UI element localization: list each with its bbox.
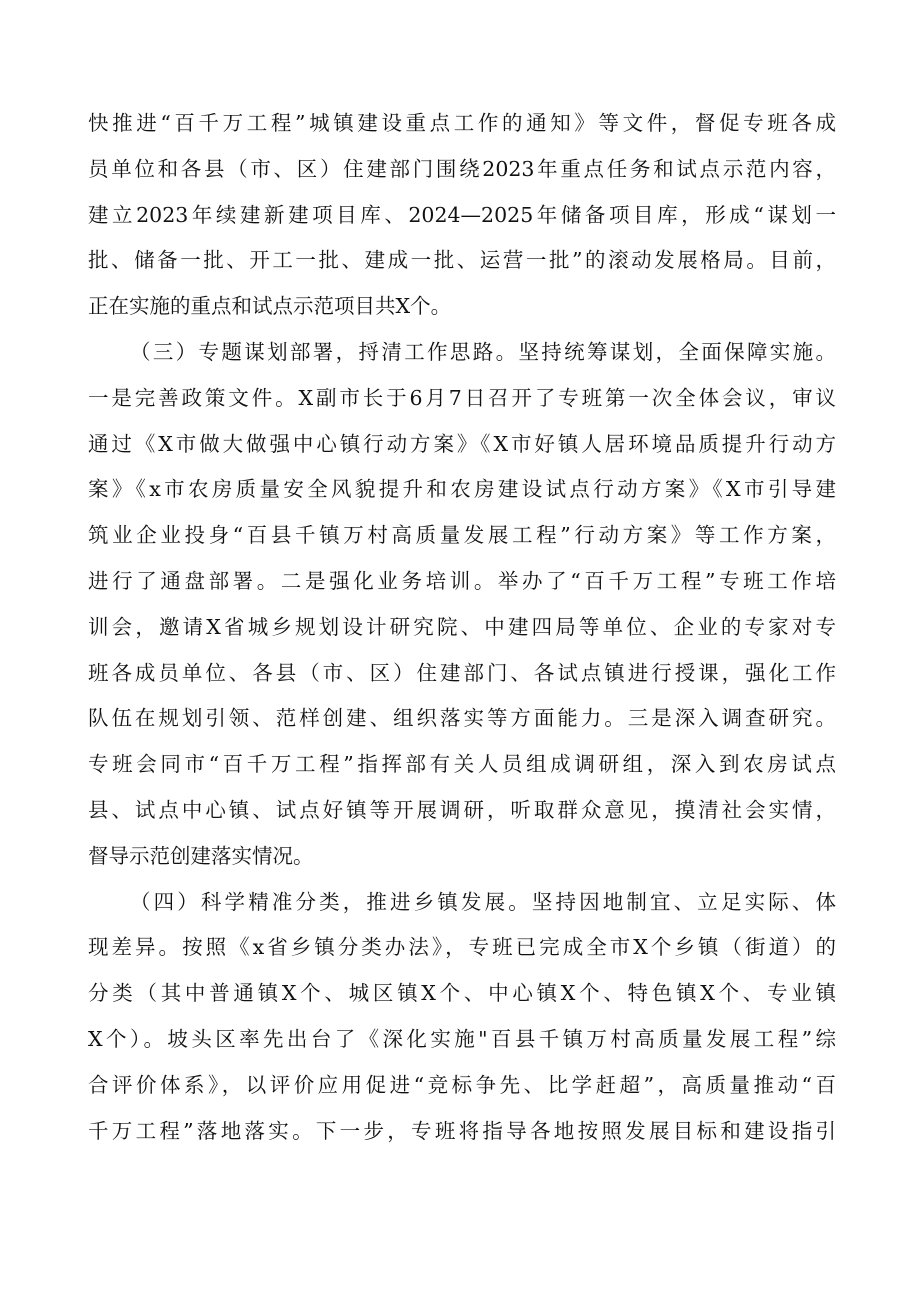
text-line: 训会，邀请X省城乡规划设计研究院、中建四局等单位、企业的专家对专 [88,614,836,639]
text-line: 合评价体系》，以评价应用促进“竞标争先、比学赶超”，高质量推动“百 [88,1072,836,1097]
text-line: 进行了通盘部署。二是强化业务培训。举办了“百千万工程”专班工作培 [88,568,836,593]
document-body [88,101,836,1154]
text-line: 案》《x市农房质量安全风貌提升和农房建设试点行动方案》《X市引导建 [88,477,836,502]
text-line: 班各成员单位、各县（市、区）住建部门、各试点镇进行授课，强化工作 [88,660,836,685]
text-line: 建立2023年续建新建项目库、2024—2025年储备项目库，形成“谋划一 [88,202,836,227]
text-line: X个）。坡头区率先出台了《深化实施"百县千镇万村高质量发展工程”综 [88,1026,836,1051]
text-line: 批、储备一批、开工一批、建成一批、运营一批”的滚动发展格局。目前， [88,248,836,273]
text-line: 千万工程”落地落实。下一步，专班将指导各地按照发展目标和建设指引 [88,1118,836,1143]
text-line: （三）专题谋划部署，捋清工作思路。坚持统筹谋划，全面保障实施。 [130,339,836,364]
text-line: 员单位和各县（市、区）住建部门围绕2023年重点任务和试点示范内容， [88,156,836,181]
paragraph-3 [88,880,836,1155]
paragraph-1 [88,101,836,330]
text-line: 专班会同市“百千万工程”指挥部有关人员组成调研组，深入到农房试点 [88,752,836,777]
paragraph-2 [88,330,836,880]
text-line: 督导示范创建落实情况。 [88,843,314,868]
text-line: （四）科学精准分类，推进乡镇发展。坚持因地制宜、立足实际、体 [130,889,836,914]
text-line: 一是完善政策文件。X副市长于6月7日召开了专班第一次全体会议，审议 [88,385,836,410]
text-line: 正在实施的重点和试点示范项目共X个。 [88,294,452,319]
text-line: 县、试点中心镇、试点好镇等开展调研，听取群众意见，摸清社会实情， [88,797,836,822]
text-line: 筑业企业投身“百县千镇万村高质量发展工程”行动方案》等工作方案， [88,523,836,548]
text-line: 通过《X市做大做强中心镇行动方案》《X市好镇人居环境品质提升行动方 [88,431,836,456]
text-line: 快推进“百千万工程”城镇建设重点工作的通知》等文件，督促专班各成 [88,111,836,135]
text-line: 队伍在规划引领、范样创建、组织落实等方面能力。三是深入调查研究。 [88,706,836,731]
text-line: 现差异。按照《x省乡镇分类办法》，专班已完成全市X个乡镇（街道）的 [88,935,836,960]
text-line: 分类（其中普通镇X个、城区镇X个、中心镇X个、特色镇X个、专业镇 [88,981,836,1006]
